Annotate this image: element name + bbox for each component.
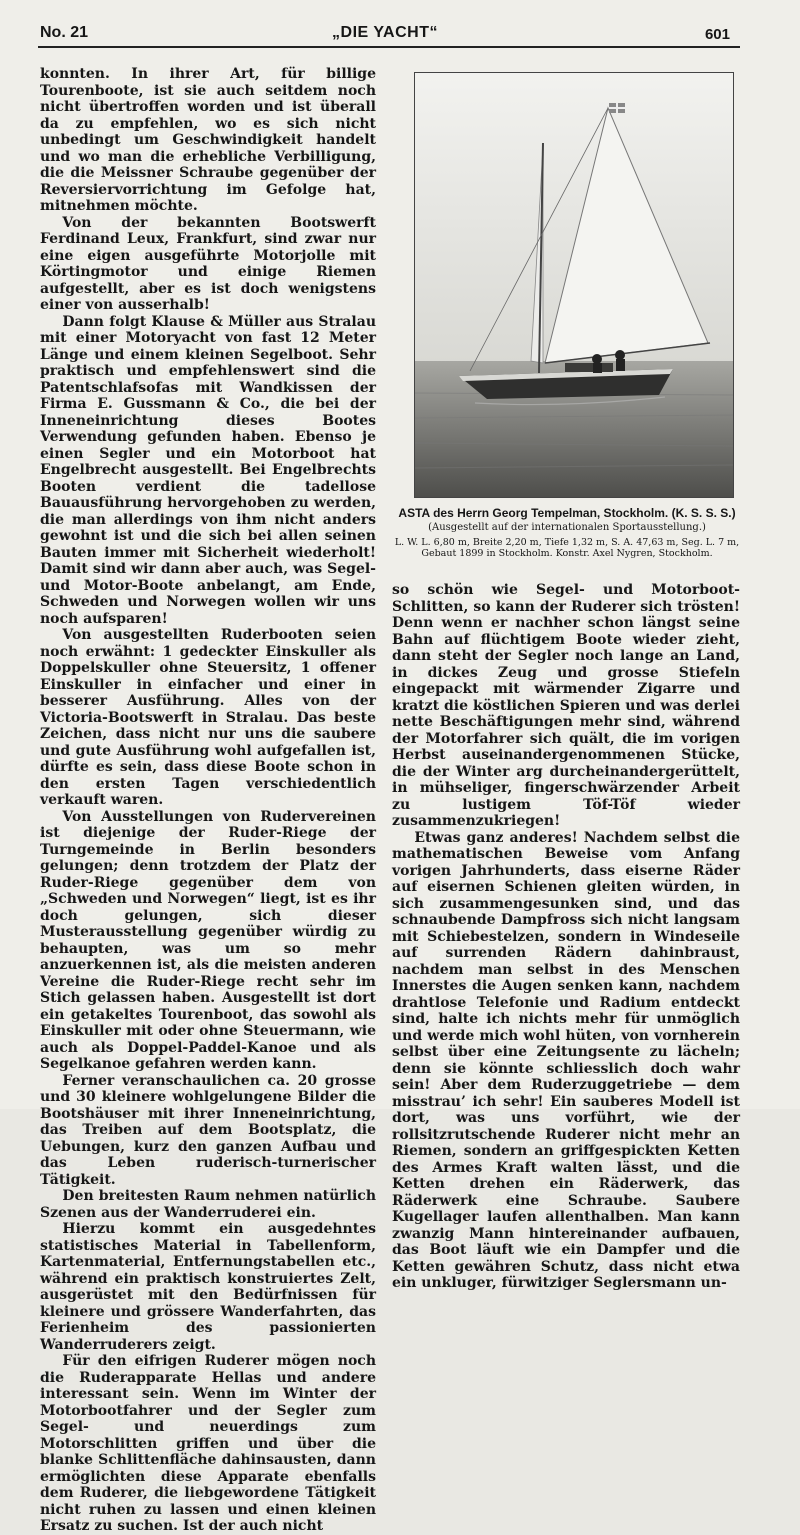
caption-spec-line: L. W. L. 6,80 m, Breite 2,20 m, Tiefe 1,32 m, S. A. 47,63 m, Seg. L. 7 m, bbox=[394, 537, 740, 548]
left-column bbox=[40, 66, 376, 1535]
caption-subtitle: (Ausgestellt auf der internationalen Sportausstellung.) bbox=[428, 522, 706, 533]
paragraph: konnten. In ihrer Art, für billige Tourenboote, ist sie auch seitdem noch nicht übertroffen worden und ist überall da zu empfehlen, wo es sich nicht unbedingt um Geschwindigkeit handelt und wo man die erhebliche Verbilligung, die die Meissner Schraube gegenüber der Reversiervorrichtung im Gefolge hat, mitnehmen möchte. bbox=[40, 66, 376, 214]
sailboat-illustration bbox=[415, 73, 733, 497]
page-number: 601 bbox=[704, 26, 730, 43]
paragraph: Etwas ganz anderes! Nachdem selbst die mathematischen Beweise vom Anfang vorigen Jahrhunderts, dass eiserne Räder auf eisernen Schienen gleiten würden, in sich zusammengesunken sind, und das schnaubende Dampfross sich nicht langsam mit Schiebestelzen, sondern in Windeseile auf surrenden Rädern dahinbraust, nachdem man selbst in des Menschen Innerstes die Augen senken kann, nachdem drahtlose Telefonie und Radium entdeckt sind, halte ich nichts mehr für unmöglich und werde mich wohl hüten, von vornherein selbst über eine Zeitungsente zu lächeln; denn sie könnte schliesslich doch wahr sein! Aber dem Ruderzuggetriebe — dem misstrau’ ich sehr! Ein sauberes Modell ist dort, was uns vorführt, wie der rollsitzrutschende Ruderer nicht mehr an Riemen, sondern an griffgespickten Ketten des Armes Kraft walten lässt, und die Ketten drehen ein Räderwerk, das Räderwerk eine Schraube. Saubere Kugellager laufen allenthalben. Man kann zwanzig Mann hintereinander aufbauen, das Boot läuft wie ein Dampfer und die Ketten gewähren Schutz, dass nicht etwa ein unkluger, fürwitziger Seglersmann un- bbox=[392, 829, 740, 1291]
paragraph: Von der bekannten Bootswerft Ferdinand Leux, Frankfurt, sind zwar nur eine eigen ausgeführte Motorjolle mit Körtingmotor und einige Riemen aufgestellt, aber es ist doch wenigstens einer von ausserhalb! bbox=[40, 214, 376, 313]
issue-number: No. 21 bbox=[40, 24, 89, 41]
caption-specs bbox=[394, 537, 740, 559]
caption-spec-line: Gebaut 1899 in Stockholm. Konstr. Axel Nygren, Stockholm. bbox=[421, 548, 713, 559]
paragraph: Von ausgestellten Ruderbooten seien noch erwähnt: 1 gedeckter Einskuller als Doppelskuller ohne Steuersitz, 1 offener Einskuller in einfacher und einer in besserer Ausführung. Alles von der Victoria-Bootswerft in Stralau. Das beste Zeichen, dass nicht nur uns die saubere und gute Ausführung wohl aufgefallen ist, dürfte es sein, dass diese Boote schon in den ersten Tagen verschiedentlich verkauft waren. bbox=[40, 627, 376, 808]
paragraph: Dann folgt Klause & Müller aus Stralau mit einer Motoryacht von fast 12 Meter Länge und einem kleinen Segelboot. Sehr praktisch und empfehlenswert sind die Patentschlafsofas mit Wandkissen der Firma E. Gussmann & Co., die bei der Inneneinrichtung dieses Bootes Verwendung gefunden haben. Ebenso je einen Segler und ein Motorboot hat Engelbrecht ausgestellt. Bei Engelbrechts Booten verdient die tadellose Bauausführung hervorgehoben zu werden, die man allerdings von ihm nicht anders gewohnt ist und die sich bei allen seinen Bauten immer mit Sicherheit wiederholt! Damit sind wir dann aber auch, was Segel- und Motor-Boote anbelangt, am Ende, Schweden und Norwegen wollen wir uns noch aufsparen! bbox=[40, 313, 376, 627]
magazine-title: „DIE YACHT“ bbox=[332, 24, 438, 41]
figure-caption bbox=[394, 506, 740, 559]
sailboat-photo bbox=[414, 72, 734, 498]
paragraph: Für den eifrigen Ruderer mögen noch die Ruderapparate Hellas und andere interessant sein. Wenn im Winter der Motorbootfahrer und der Segler zum Segel- und neuerdings zum Motorschlitten griffen und über die blanke Schlittenfläche dahinsausten, dann ermöglichten diese Apparate ebenfalls dem Ruderer, die liebgewordene Tätigkeit nicht ruhen zu lassen und einen kleinen Ersatz zu suchen. Ist der auch nicht bbox=[40, 1353, 376, 1534]
header-rule bbox=[38, 46, 740, 48]
paragraph: Den breitesten Raum nehmen natürlich Szenen aus der Wanderruderei ein. bbox=[40, 1188, 376, 1221]
paragraph: Hierzu kommt ein ausgedehntes statistisches Material in Tabellenform, Kartenmaterial, Entfernungstabellen etc., während ein praktisch konstruiertes Zelt, ausgerüstet mit den Bedürfnissen für kleinere und grössere Wanderfahrten, das Ferienheim des passionierten Wanderruderers zeigt. bbox=[40, 1221, 376, 1353]
right-column bbox=[392, 582, 740, 1292]
caption-title: ASTA des Herrn Georg Tempelman, Stockholm. (K. S. S. S.) bbox=[398, 506, 736, 520]
page-header bbox=[40, 18, 730, 44]
paragraph: Von Ausstellungen von Rudervereinen ist diejenige der Ruder-Riege der Turngemeinde in Berlin besonders gelungen; denn trotzdem der Platz der Ruder-Riege gegenüber dem von „Schweden und Norwegen“ liegt, ist es ihr doch gelungen, sich dieser Musterausstellung gegenüber würdig zu behaupten, was um so mehr anzuerkennen ist, als die meisten anderen Vereine die Ruder-Riege recht sehr im Stich gelassen haben. Ausgestellt ist dort ein getakeltes Tourenboot, das sowohl als Einskuller mit oder ohne Steuermann, wie auch als Doppel-Paddel-Kanoe und als Segelkanoe gefahren werden kann. bbox=[40, 808, 376, 1072]
paragraph: so schön wie Segel- und Motorboot-Schlitten, so kann der Ruderer sich trösten! Denn wenn er nachher schon längst seine Bahn auf flüchtigem Boote wieder zieht, dann steht der Segler noch lange an Land, in dickes Zeug und grosse Stiefeln eingepackt mit wärmender Zigarre und kratzt die köstlichen Spieren und was derlei nette Beschäftigungen mehr sind, während der Motorfahrer sich quält, die im vorigen Herbst auseinandergenommenen Stücke, die der Winter arg durcheinandergerüttelt, in mühseliger, fingerschwärzender Arbeit zu lustigem Töf-Töf wieder zusammenzukriegen! bbox=[392, 582, 740, 829]
paragraph: Ferner veranschaulichen ca. 20 grosse und 30 kleinere wohlgelungene Bilder die Bootshäuser mit ihrer Inneneinrichtung, das Treiben auf dem Bootsplatz, die Uebungen, kurz den ganzen Aufbau und das Leben ruderisch-turnerischer Tätigkeit. bbox=[40, 1072, 376, 1188]
